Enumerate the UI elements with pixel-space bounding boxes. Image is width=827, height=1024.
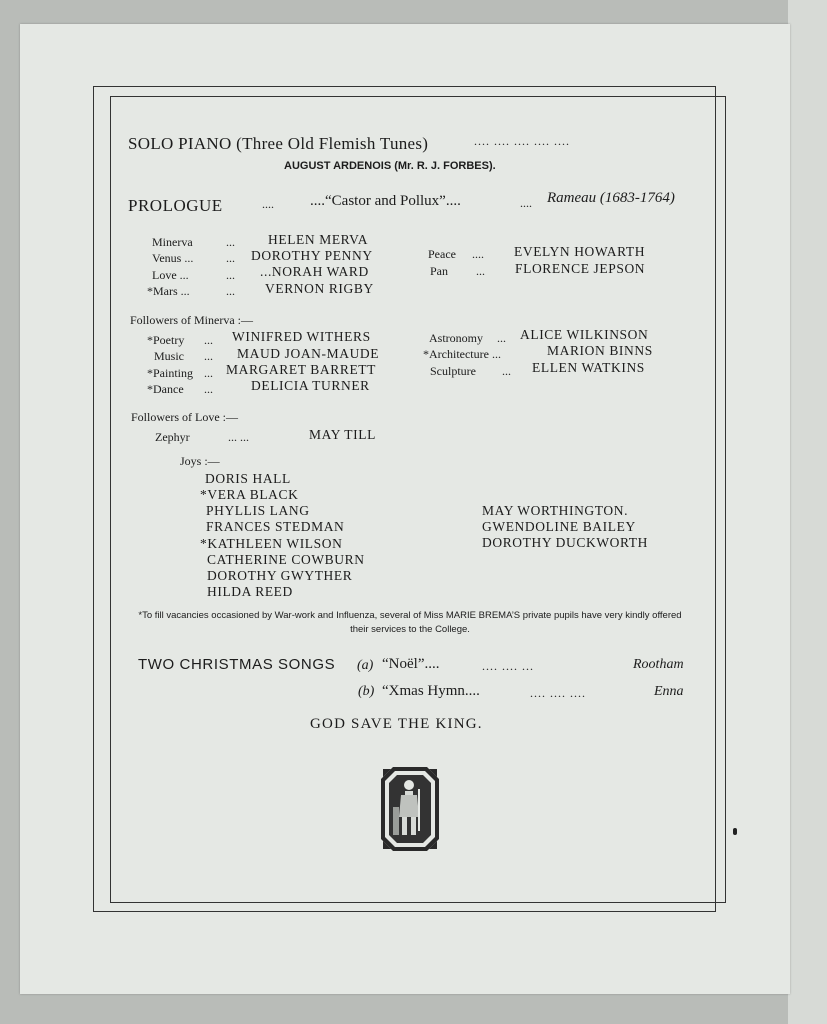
follower-role: Sculpture	[430, 364, 476, 378]
footnote: *To fill vacancies occasioned by War-work and Influenza, several of Miss MARIE BREMA’S private pupils have very kindly offered their services to the College.	[138, 610, 682, 635]
cast-role: Venus ...	[152, 251, 194, 265]
solo-performer: AUGUST ARDENOIS (Mr. R. J. FORBES).	[284, 160, 496, 172]
song-a-composer: Rootham	[633, 657, 684, 672]
cast-sep: ...	[226, 235, 235, 249]
cast-sep: ...	[226, 284, 235, 298]
follower-sep: ...	[204, 382, 213, 396]
cast-sep: ...	[476, 264, 485, 278]
follower-sep: ...	[204, 333, 213, 347]
follower-role: *Architecture ...	[423, 347, 501, 361]
song-a-label: (a)	[357, 658, 374, 673]
joy-name: DOROTHY GWYTHER	[207, 568, 353, 583]
joy-name: DOROTHY DUCKWORTH	[482, 535, 649, 550]
follower-role: Music	[154, 349, 184, 363]
love-heading: Followers of Love :—	[131, 410, 238, 424]
follower-name: MARION BINNS	[547, 343, 653, 358]
joy-name: *VERA BLACK	[200, 487, 299, 502]
zephyr-sep: ... ...	[228, 430, 249, 444]
cast-sep: ...	[226, 251, 235, 265]
zephyr-role: Zephyr	[155, 430, 190, 444]
follower-name: MAUD JOAN-MAUDE	[237, 346, 380, 361]
song-b-composer: Enna	[654, 684, 684, 699]
cast-name: VERNON RIGBY	[265, 281, 374, 296]
follower-role: *Poetry	[147, 333, 185, 347]
cast-role: *Mars ...	[147, 284, 190, 298]
cast-sep: ....	[472, 247, 484, 261]
follower-sep: ...	[204, 349, 213, 363]
cast-role: Pan	[430, 264, 448, 278]
follower-role: *Painting	[147, 366, 194, 380]
prologue-work: ....“Castor and Pollux”....	[310, 193, 461, 209]
follower-role: Astronomy	[429, 331, 483, 345]
joy-name: DORIS HALL	[205, 471, 291, 486]
follower-sep: ...	[497, 331, 506, 345]
cast-role: Love ...	[152, 268, 189, 282]
joy-name: CATHERINE COWBURN	[207, 552, 365, 567]
joy-name: MAY WORTHINGTON.	[482, 503, 629, 518]
follower-name: WINIFRED WITHERS	[232, 329, 371, 344]
follower-name: ELLEN WATKINS	[532, 360, 645, 375]
cast-sep: ...	[226, 268, 235, 282]
solo-dots: .... .... .... .... ....	[474, 134, 570, 148]
follower-sep: ...	[502, 364, 511, 378]
follower-name: DELICIA TURNER	[251, 378, 370, 393]
prologue-composer: Rameau (1683-1764)	[547, 190, 675, 206]
joy-name: *KATHLEEN WILSON	[200, 536, 343, 551]
joys-heading: Joys :—	[180, 454, 220, 468]
joy-name: GWENDOLINE BAILEY	[482, 519, 636, 534]
song-b-label: (b)	[358, 684, 375, 699]
solo-title: SOLO PIANO (Three Old Flemish Tunes)	[128, 134, 429, 153]
cast-name: EVELYN HOWARTH	[514, 244, 646, 259]
closing-anthem: GOD SAVE THE KING.	[310, 716, 483, 732]
follower-name: ALICE WILKINSON	[520, 327, 649, 342]
joy-name: PHYLLIS LANG	[206, 503, 310, 518]
cast-name: ...NORAH WARD	[260, 264, 369, 279]
joy-name: HILDA REED	[207, 584, 293, 599]
minerva-heading: Followers of Minerva :—	[130, 313, 253, 327]
prologue-dots: ....	[262, 197, 274, 211]
ink-speck	[733, 828, 737, 835]
song-b-title: “Xmas Hymn....	[382, 683, 480, 699]
joy-name: FRANCES STEDMAN	[206, 519, 345, 534]
follower-sep: ...	[204, 366, 213, 380]
song-a-dots: .... .... ...	[482, 659, 534, 673]
cast-name: FLORENCE JEPSON	[515, 261, 646, 276]
song-a-title: “Noël”....	[382, 656, 440, 672]
songs-title: TWO CHRISTMAS SONGS	[138, 656, 336, 673]
cast-name: DOROTHY PENNY	[251, 248, 373, 263]
cast-role: Minerva	[152, 235, 193, 249]
cast-name: HELEN MERVA	[268, 232, 369, 247]
follower-name: MARGARET BARRETT	[226, 362, 376, 377]
song-b-dots: .... .... ....	[530, 686, 586, 700]
background-edge	[788, 0, 827, 1024]
cast-role: Peace	[428, 247, 456, 261]
prologue-title: PROLOGUE	[128, 196, 223, 215]
knight-emblem-icon	[381, 767, 439, 851]
prologue-dots-2: ....	[520, 196, 532, 210]
zephyr-name: MAY TILL	[309, 427, 376, 442]
follower-role: *Dance	[147, 382, 184, 396]
